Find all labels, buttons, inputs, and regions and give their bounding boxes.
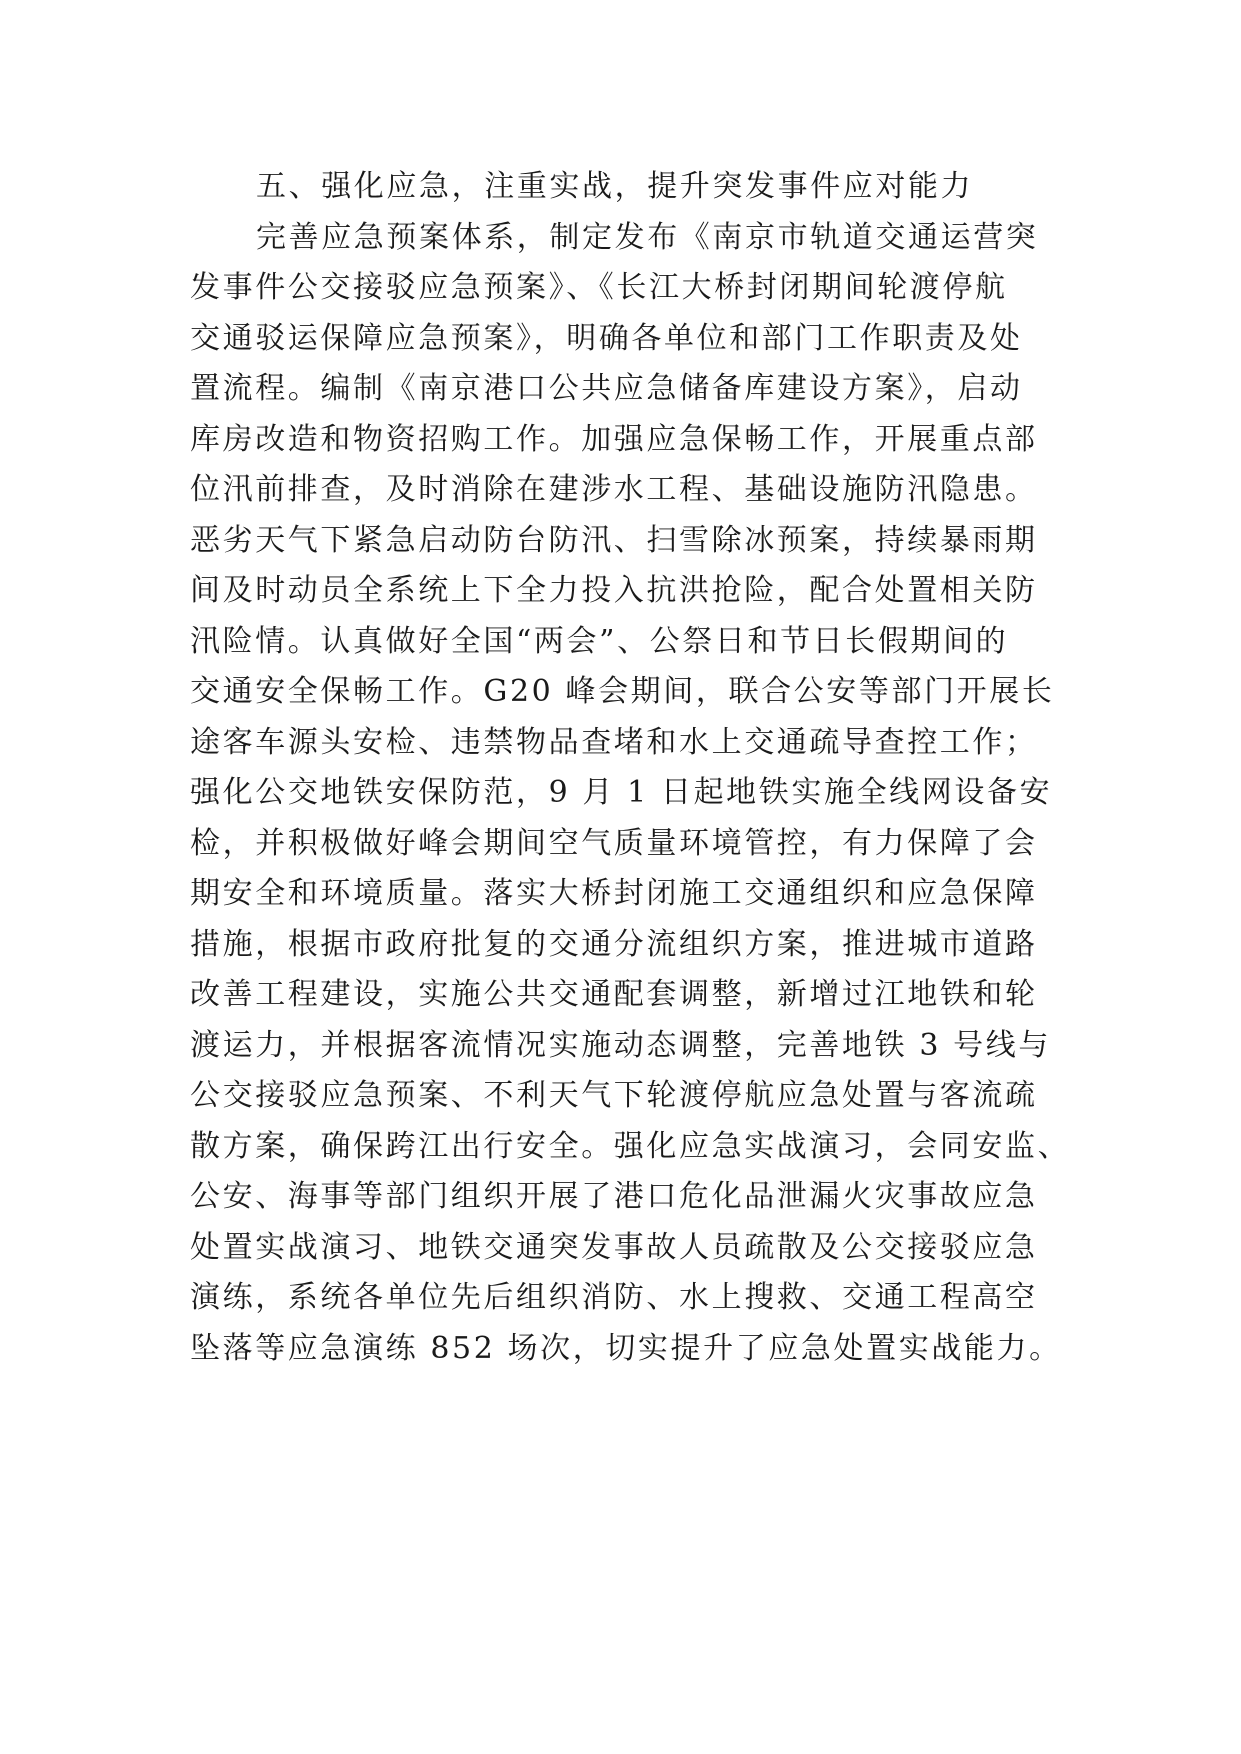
section-heading: 五、强化应急，注重实战，提升突发事件应对能力 (256, 169, 974, 204)
paragraph-line: 置流程。编制《南京港口公共应急储备库建设方案》，启动 (190, 371, 1023, 406)
paragraph-line: 演练，系统各单位先后组织消防、水上搜救、交通工程高空 (190, 1280, 1038, 1315)
paragraph-line: 位汛前排查，及时消除在建涉水工程、基础设施防汛隐患。 (190, 472, 1038, 507)
paragraph-line: 公交接驳应急预案、不利天气下轮渡停航应急处置与客流疏 (190, 1078, 1038, 1113)
paragraph-line: 途客车源头安检、违禁物品查堵和水上交通疏导查控工作； (190, 724, 1038, 760)
paragraph-line: 库房改造和物资招购工作。加强应急保畅工作，开展重点部 (190, 421, 1038, 457)
paragraph-line: 强化公交地铁安保防范，9 月 1 日起地铁实施全线网设备安 (190, 775, 1053, 810)
document-body (190, 162, 1071, 1374)
paragraph-line: 恶劣天气下紧急启动防台防汛、扫雪除冰预案，持续暴雨期 (190, 522, 1038, 558)
paragraph-line: 间及时动员全系统上下全力投入抗洪抢险，配合处置相关防 (190, 573, 1038, 608)
paragraph-line: 检，并积极做好峰会期间空气质量环境管控，有力保障了会 (190, 825, 1038, 861)
paragraph-line: 改善工程建设，实施公共交通配套调整，新增过江地铁和轮 (190, 977, 1038, 1012)
paragraph-line: 坠落等应急演练 852 场次，切实提升了应急处置实战能力。 (190, 1330, 1062, 1366)
paragraph-line: 交通安全保畅工作。G20 峰会期间，联合公安等部门开展长 (190, 674, 1055, 709)
paragraph-line: 完善应急预案体系，制定发布《南京市轨道交通运营突 (256, 219, 1039, 255)
paragraph-line: 汛险情。认真做好全国“两会”、公祭日和节日长假期间的 (190, 623, 1009, 659)
paragraph-line: 散方案，确保跨江出行安全。强化应急实战演习，会同安监、 (190, 1128, 1071, 1164)
paragraph-line: 公安、海事等部门组织开展了港口危化品泄漏火灾事故应急 (190, 1179, 1038, 1214)
paragraph-line: 发事件公交接驳应急预案》、《长江大桥封闭期间轮渡停航 (190, 270, 1008, 305)
paragraph-line: 渡运力，并根据客流情况实施动态调整，完善地铁 3 号线与 (190, 1027, 1051, 1063)
paragraph-line: 期安全和环境质量。落实大桥封闭施工交通组织和应急保障 (190, 876, 1038, 911)
paragraph-line: 处置实战演习、地铁交通突发事故人员疏散及公交接驳应急 (190, 1229, 1038, 1265)
paragraph-line: 交通驳运保障应急预案》，明确各单位和部门工作职责及处 (190, 320, 1023, 356)
paragraph-line: 措施，根据市政府批复的交通分流组织方案，推进城市道路 (190, 926, 1038, 962)
